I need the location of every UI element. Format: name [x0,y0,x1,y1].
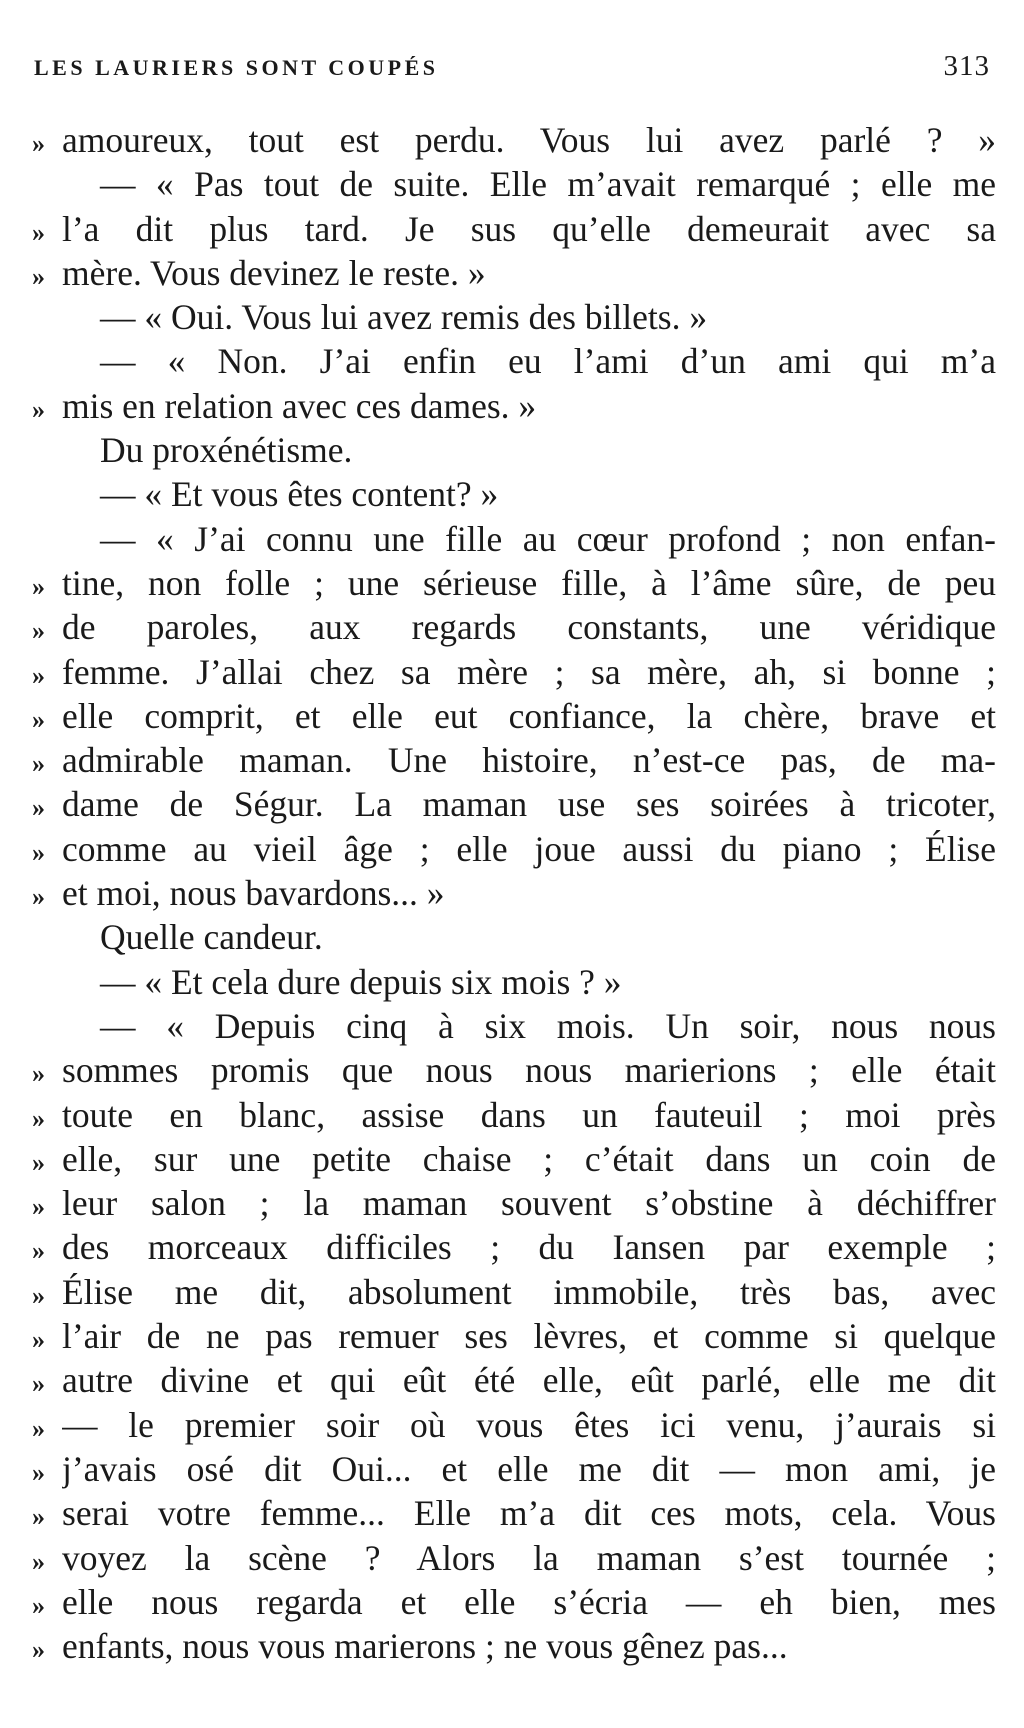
line-text: elle, sur une petite chaise ; c’était dans un coin de [62,1138,996,1179]
text-line [32,1137,996,1181]
quote-mark: » [32,571,45,601]
line-text: Élise me dit, absolument immobile, très bas, avec [62,1271,996,1312]
text-line [32,561,996,605]
text-line [32,472,996,516]
text-line [32,738,996,782]
text-line [32,339,996,383]
text-line [32,1314,996,1358]
text-line [32,207,996,251]
line-text: toute en blanc, assise dans un fauteuil ; moi près [62,1094,996,1135]
line-text: tine, non folle ; une sérieuse fille, à l’âme sûre, de peu [62,562,996,603]
text-line [32,1004,996,1048]
line-text: elle comprit, et elle eut confiance, la chère, brave et [62,695,996,736]
text-line [32,960,996,1004]
quote-mark: » [32,1325,45,1355]
line-text: Quelle candeur. [100,917,323,958]
text-line [32,694,996,738]
text-line [32,871,996,915]
quote-mark: » [32,704,45,734]
text-line [32,650,996,694]
line-text: — « Depuis cinq à six mois. Un soir, nous nous [100,1005,996,1046]
line-text: leur salon ; la maman souvent s’obstine à déchiffrer [62,1183,996,1224]
line-text: enfants, nous vous marierons ; ne vous gênez pas... [62,1626,788,1667]
text-line [32,295,996,339]
text-line [32,915,996,959]
quote-mark: » [32,1457,45,1487]
quote-mark: » [32,129,45,158]
line-text: — « Et cela dure depuis six mois ? » [100,961,622,1002]
page-number: 313 [943,50,990,82]
line-text: serai votre femme... Elle m’a dit ces mots, cela. Vous [62,1493,996,1534]
text-line [32,1225,996,1269]
line-text: l’a dit plus tard. Je sus qu’elle demeurait avec sa [62,208,996,249]
text-line [32,162,996,206]
quote-mark: » [32,261,45,291]
quote-mark: » [32,217,45,247]
line-text: admirable maman. Une histoire, n’est-ce pas, de ma- [62,740,996,781]
quote-mark: » [32,1236,45,1266]
quote-mark: » [32,1280,45,1310]
line-text: voyez la scène ? Alors la maman s’est tournée ; [62,1537,996,1578]
text-line [32,517,996,561]
quote-mark: » [32,1147,45,1177]
quote-mark: » [32,1546,45,1576]
line-text: mis en relation avec ces dames. » [62,385,537,426]
text-line [32,782,996,826]
text-line [32,428,996,472]
text-line [32,827,996,871]
quote-mark: » [32,1590,45,1620]
line-text: — le premier soir où vous êtes ici venu, j’aurais si [62,1404,996,1445]
line-text: dame de Ségur. La maman use ses soirées à tricoter, [62,784,996,825]
text-line [32,1093,996,1137]
quote-mark: » [32,837,45,867]
line-text: amoureux, tout est perdu. Vous lui avez parlé ? » [62,120,996,160]
line-text: Du proxénétisme. [100,430,353,471]
text-line [32,1580,996,1624]
text-line [32,1403,996,1447]
quote-mark: » [32,616,45,646]
text-line [32,1624,996,1668]
text-line [32,384,996,428]
text-line [32,1447,996,1491]
quote-mark: » [32,1103,45,1133]
running-title: LES LAURIERS SONT COUPÉS [34,55,439,80]
text-line [32,1181,996,1225]
line-text: femme. J’allai chez sa mère ; sa mère, ah, si bonne ; [62,651,996,692]
line-text: elle nous regarda et elle s’écria — eh bien, mes [62,1581,996,1622]
line-text: — « Oui. Vous lui avez remis des billets. » [100,297,708,338]
line-text: mère. Vous devinez le reste. » [62,252,486,293]
quote-mark: » [32,394,45,424]
running-header [34,50,990,90]
text-line [32,251,996,295]
quote-mark: » [32,749,45,779]
text-line [32,1358,996,1402]
text-line [32,1491,996,1535]
line-text: autre divine et qui eût été elle, eût parlé, elle me dit [62,1360,996,1401]
text-line [32,1536,996,1580]
line-text: comme au vieil âge ; elle joue aussi du piano ; Élise [62,828,996,869]
line-text: et moi, nous bavardons... » [62,873,445,914]
line-text: — « Et vous êtes content? » [100,474,499,515]
quote-mark: » [32,660,45,690]
quote-mark: » [32,1192,45,1222]
quote-mark: » [32,1502,45,1532]
text-line [32,605,996,649]
line-text: des morceaux difficiles ; du Iansen par exemple ; [62,1227,996,1268]
line-text: sommes promis que nous nous marierions ; elle était [62,1050,996,1091]
line-text: — « Pas tout de suite. Elle m’avait remarqué ; elle me [100,164,996,205]
line-text: — « J’ai connu une fille au cœur profond ; non enfan- [100,518,996,559]
text-line [32,1048,996,1092]
quote-mark: » [32,1635,45,1665]
quote-mark: » [32,1413,45,1443]
body-text [32,118,996,1668]
line-text: de paroles, aux regards constants, une véridique [62,607,996,648]
quote-mark: » [32,1059,45,1089]
text-line [32,1270,996,1314]
quote-mark: » [32,793,45,823]
line-text: j’avais osé dit Oui... et elle me dit — mon ami, je [62,1448,996,1489]
text-line [32,118,996,162]
line-text: l’air de ne pas remuer ses lèvres, et comme si quelque [62,1316,996,1357]
quote-mark: » [32,882,45,912]
line-text: — « Non. J’ai enfin eu l’ami d’un ami qui m’a [100,341,996,382]
quote-mark: » [32,1369,45,1399]
